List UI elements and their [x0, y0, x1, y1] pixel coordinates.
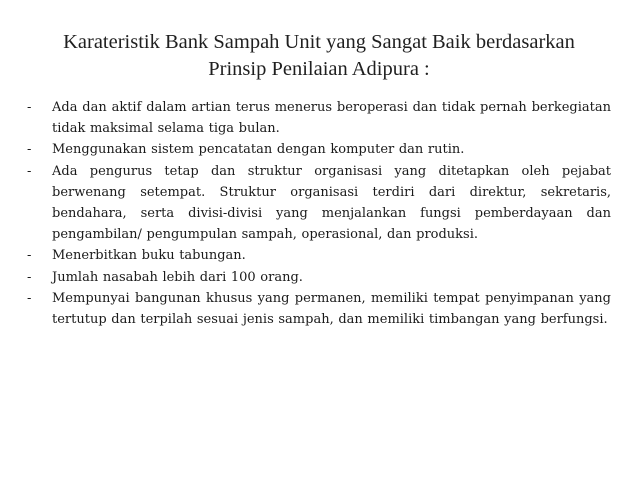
criteria-item-building [27, 288, 611, 330]
bullet-dash: - [27, 142, 32, 158]
criteria-text: Jumlah nasabah lebih dari 100 orang. [52, 269, 303, 285]
criteria-item-customers [27, 267, 611, 288]
criteria-item-computer-records [27, 139, 611, 160]
title-line-1: Karateristik Bank Sampah Unit yang Sangat Baik berdasarkan [63, 31, 575, 53]
bullet-dash: - [27, 248, 32, 264]
title-line-2: Prinsip Penilaian Adipura : [208, 58, 430, 80]
bullet-dash: - [27, 269, 32, 285]
criteria-text: Mempunyai bangunan khusus yang permanen, memiliki tempat penyimpanan yang tertutup dan terpilah sesuai jenis sampah, dan memiliki timbangan yang berfungsi. [52, 290, 611, 328]
criteria-item-active [27, 97, 611, 139]
criteria-text: Ada pengurus tetap dan struktur organisasi yang ditetapkan oleh pejabat berwenang setempat. Struktur organisasi terdiri dari direktur, sekretaris, bendahara, serta divisi-divisi yang menjalankan fungsi pemberdayaan dan pengambilan/ pengumpulan sampah, operasional, dan produksi. [52, 163, 611, 243]
criteria-text: Menerbitkan buku tabungan. [52, 248, 246, 264]
criteria-item-savings-book [27, 245, 611, 266]
bullet-dash: - [27, 163, 32, 179]
criteria-text: Menggunakan sistem pencatatan dengan komputer dan rutin. [52, 142, 465, 158]
slide-title [40, 29, 598, 83]
bullet-dash: - [27, 290, 32, 306]
criteria-item-organization [27, 161, 611, 246]
criteria-text: Ada dan aktif dalam artian terus menerus beroperasi dan tidak pernah berkegiatan tidak maksimal selama tiga bulan. [52, 100, 611, 137]
bullet-dash: - [27, 100, 32, 115]
criteria-list [27, 97, 611, 330]
